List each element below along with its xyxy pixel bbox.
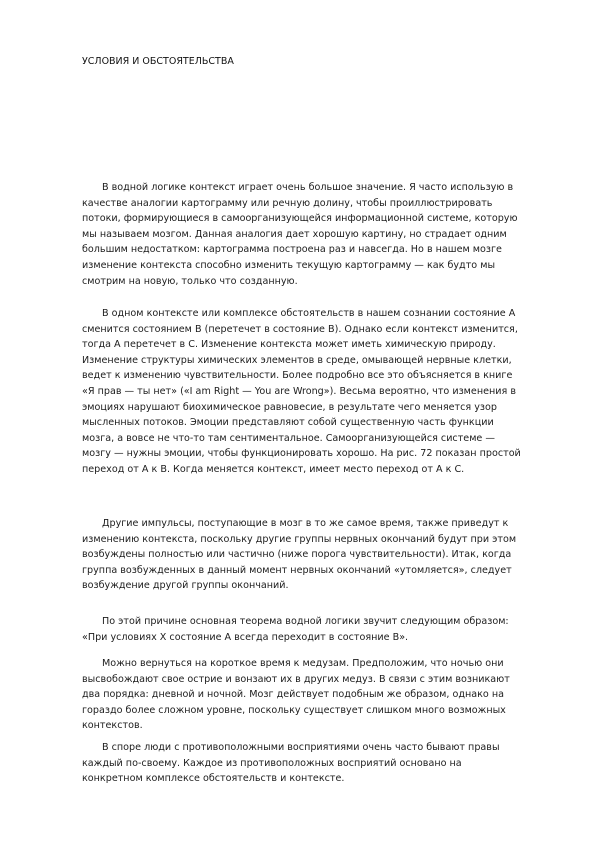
page-title: УСЛОВИЯ И ОБСТОЯТЕЛЬСТВА	[82, 56, 234, 67]
paragraph-main-theorem: По этой причине основная теорема водной логики звучит следующим образом: «При условиях X состояние А всегда переходит в состояние В».	[82, 616, 509, 643]
paragraph-state-transition: В одном контексте или комплексе обстоятельств в нашем сознании состояние А сменится состоянием В (перетечет в состояние В). Однако если контекст изменится, тогда А перетечет в С. Изменение контекста может иметь химическую природу. Изменение структуры химических элементов в среде, омывающей нервные клетки, ведет к изменению чувствительности. Более подробно все это объясняется в книге «Я прав — ты нет» («I am Right — You are Wrong»). Весьма вероятно, что изменения в эмоциях нарушают биохимическое равновесие, в результате чего меняется узор мысленных потоков. Эмоции представляют собой существенную часть функции мозга, а вовсе не что-то там сентиментальное. Самоорганизующейся системе — мозгу — нужны эмоции, чтобы функционировать хорошо. На рис. 72 показан простой переход от А к В. Когда меняется контекст, имеет место переход от А к С.	[82, 308, 521, 475]
paragraph-jellyfish: Можно вернуться на короткое время к медузам. Предположим, что ночью они высвобождают свое острие и вонзают их в других медуз. В связи с этим возникают два порядка: дневной и ночной. Мозг действует подобным же образом, однако на гораздо более сложном уровне, поскольку существует слишком много возможных контекстов.	[82, 658, 510, 732]
paragraph-context-analogy: В водной логике контекст играет очень большое значение. Я часто использую в качестве аналогии картограмму или речную долину, чтобы проиллюстрировать потоки, формирующиеся в самоорганизующейся информационной системе, которую мы называем мозгом. Данная аналогия дает хорошую картину, но страдает одним большим недостатком: картограмма построена раз и навсегда. Но в нашем мозге изменение контекста способно изменить текущую картограмму — как будто мы смотрим на новую, только что созданную.	[82, 182, 518, 287]
paragraph-opposing-perceptions: В споре люди с противоположными восприятиями очень часто бывают правы каждый по-своему. Каждое из противоположных восприятий основано на конкретном комплексе обстоятельств и контексте.	[82, 742, 500, 785]
paragraph-other-impulses: Другие импульсы, поступающие в мозг в то же самое время, также приведут к изменению контекста, поскольку другие группы нервных окончаний будут при этом возбуждены полностью или частично (ниже порога чувствительности). Итак, когда группа возбужденных в данный момент нервных окончаний «утомляется», следует возбуждение другой группы окончаний.	[82, 518, 517, 592]
